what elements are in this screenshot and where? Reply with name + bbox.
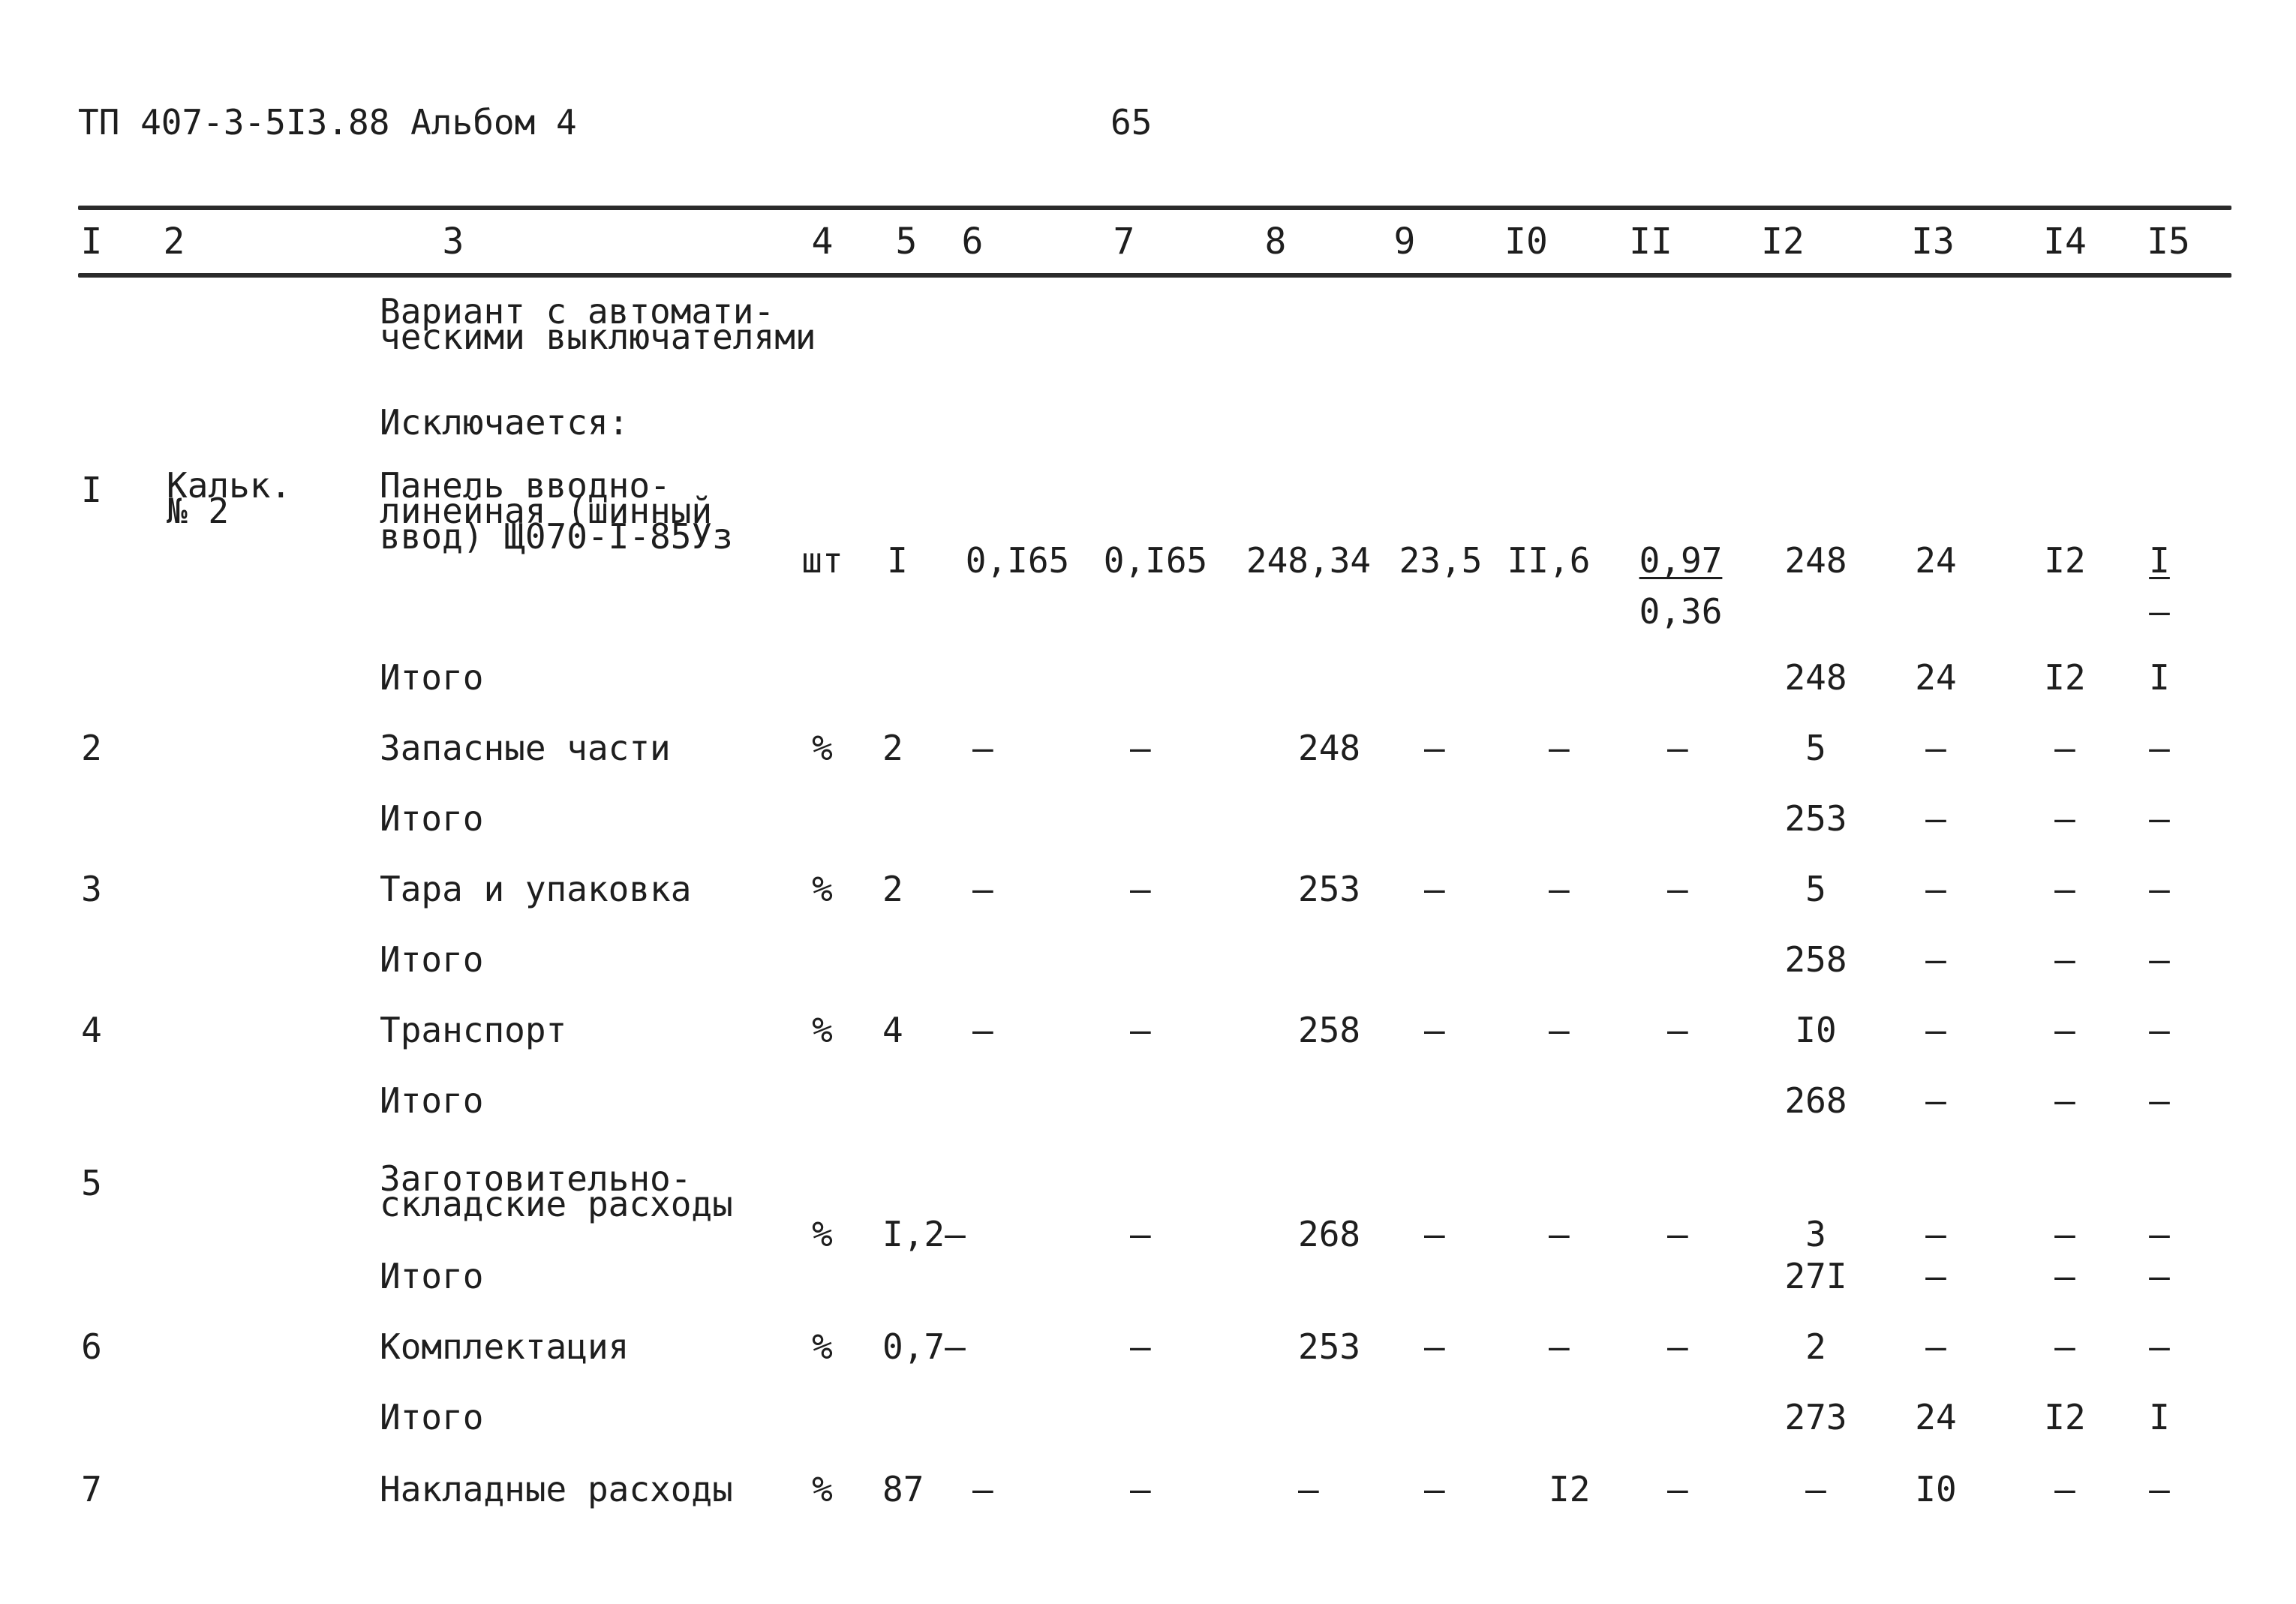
cell-col13: –: [1925, 1326, 1946, 1367]
cell-col9: 23,5: [1399, 540, 1483, 581]
cell-col7: –: [1130, 1010, 1151, 1050]
cell-col9: –: [1424, 1010, 1445, 1050]
cell-col12: 27I: [1784, 1256, 1847, 1296]
cell-col15: –: [2149, 1326, 2170, 1367]
item-name: Запасные части: [380, 728, 671, 768]
cell-col11: –: [1667, 1010, 1688, 1050]
row-number: 7: [81, 1469, 102, 1509]
cell-col10: –: [1549, 1326, 1570, 1367]
cell-col9: –: [1424, 728, 1445, 768]
cell-col6: –: [972, 1469, 993, 1509]
cell-col13: 24: [1915, 657, 1957, 698]
cell-col13: 24: [1915, 540, 1957, 581]
cell-col7: –: [1130, 1214, 1151, 1254]
cell-col8: 248,34: [1246, 540, 1372, 581]
cell-col10: –: [1549, 869, 1570, 909]
unit: %: [812, 728, 833, 768]
cell-col7: 0,I65: [1103, 540, 1208, 581]
cell-col8: 253: [1298, 869, 1361, 909]
cell-col11: –: [1667, 728, 1688, 768]
item-name: Заготовительно- складские расходы: [380, 1158, 733, 1224]
cell-col11: –: [1667, 1326, 1688, 1367]
header-cell: 4: [811, 221, 834, 263]
quantity: 87: [882, 1469, 924, 1509]
cell-col9: –: [1424, 1469, 1445, 1509]
cell-col13: I0: [1915, 1469, 1957, 1509]
cell-col15-bottom: –: [2149, 591, 2170, 632]
cell-col13: 24: [1915, 1397, 1957, 1437]
cell-col15: –: [2149, 728, 2170, 768]
header-cell: I2: [1761, 221, 1805, 263]
cell-col11-bottom: 0,36: [1639, 591, 1723, 632]
cell-col14: –: [2054, 939, 2075, 980]
quantity: I: [887, 540, 908, 581]
cell-col8: –: [1298, 1469, 1319, 1509]
cell-col11: –: [1667, 1469, 1688, 1509]
cell-col15: –: [2149, 939, 2170, 980]
section-title: Вариант с автомати- ческими выключателями: [380, 291, 816, 357]
quantity: 0,7–: [882, 1326, 966, 1367]
quantity: I,2–: [882, 1214, 966, 1254]
unit: %: [812, 1214, 833, 1254]
header-cell: I4: [2043, 221, 2087, 263]
cell-col15: –: [2149, 1080, 2170, 1121]
header-bottom-rule: [78, 273, 2231, 278]
cell-col14: I2: [2044, 540, 2086, 581]
header-cell: 9: [1393, 221, 1416, 263]
cell-col11: –: [1667, 869, 1688, 909]
header-top-rule: [78, 206, 2231, 210]
cell-col15: I: [2149, 657, 2170, 698]
header-cell: 5: [895, 221, 918, 263]
cell-col12: –: [1805, 1469, 1826, 1509]
cell-col8: 253: [1298, 1326, 1361, 1367]
header-cell: II: [1629, 221, 1672, 263]
cell-col12: 268: [1784, 1080, 1847, 1121]
header-cell: I3: [1911, 221, 1955, 263]
cell-col12: 273: [1784, 1397, 1847, 1437]
cell-col9: –: [1424, 1214, 1445, 1254]
row-number: 6: [81, 1326, 102, 1367]
cell-col13: –: [1925, 728, 1946, 768]
cell-col7: –: [1130, 1326, 1151, 1367]
row-number: 4: [81, 1010, 102, 1050]
page-number: 65: [1110, 102, 1153, 143]
cell-col7: –: [1130, 1469, 1151, 1509]
cell-col14: I2: [2044, 1397, 2086, 1437]
item-name: Тара и упаковка: [380, 869, 692, 909]
item-name: Итого: [380, 1256, 484, 1296]
cell-col15-top: I: [2149, 540, 2170, 581]
row-number: 2: [81, 728, 102, 768]
header-cell: I0: [1504, 221, 1548, 263]
cell-col14: –: [2054, 728, 2075, 768]
cell-col11: –: [1667, 1214, 1688, 1254]
header-cell: 7: [1113, 221, 1135, 263]
cell-col8: 258: [1298, 1010, 1361, 1050]
cell-col12: 3: [1805, 1214, 1826, 1254]
cell-col15: –: [2149, 869, 2170, 909]
cell-col13: –: [1925, 798, 1946, 839]
cell-col14: –: [2054, 1010, 2075, 1050]
cell-col14: –: [2054, 869, 2075, 909]
excluded-label: Исключается:: [380, 402, 630, 443]
cell-col10: –: [1549, 1010, 1570, 1050]
cell-col14: –: [2054, 1326, 2075, 1367]
cell-col10: –: [1549, 1214, 1570, 1254]
cell-col14: –: [2054, 1469, 2075, 1509]
cell-col8: 268: [1298, 1214, 1361, 1254]
cell-col15: I: [2149, 1397, 2170, 1437]
unit: %: [812, 1010, 833, 1050]
header-cell: I5: [2147, 221, 2190, 263]
item-name: Итого: [380, 1080, 484, 1121]
cell-col10: –: [1549, 728, 1570, 768]
unit: %: [812, 1326, 833, 1367]
item-name: Итого: [380, 939, 484, 980]
cell-col7: –: [1130, 728, 1151, 768]
cell-col14: –: [2054, 798, 2075, 839]
cell-col12: 253: [1784, 798, 1847, 839]
cell-col6: –: [972, 728, 993, 768]
quantity: 2: [882, 728, 903, 768]
cell-col15: –: [2149, 1469, 2170, 1509]
item-name: Итого: [380, 798, 484, 839]
cell-col12: 258: [1784, 939, 1847, 980]
cell-col13: –: [1925, 1256, 1946, 1296]
cell-col13: –: [1925, 869, 1946, 909]
unit: %: [812, 869, 833, 909]
cell-col14: –: [2054, 1080, 2075, 1121]
quantity: 2: [882, 869, 903, 909]
item-name: Панель вводно- линейная (шинный ввод) Щ070-I-85Уз: [380, 465, 733, 557]
cell-col6: 0,I65: [965, 540, 1070, 581]
cell-col14: –: [2054, 1214, 2075, 1254]
cell-col13: –: [1925, 1080, 1946, 1121]
row-number: I: [81, 470, 102, 510]
unit: шт: [801, 540, 843, 581]
cell-col12: 2: [1805, 1326, 1826, 1367]
cell-col11-top: 0,97: [1639, 540, 1723, 581]
header-cell: I: [80, 221, 103, 263]
row-number: 5: [81, 1163, 102, 1203]
cell-col12: I0: [1795, 1010, 1837, 1050]
item-name: Итого: [380, 657, 484, 698]
item-name: Транспорт: [380, 1010, 567, 1050]
document-code: ТП 407-3-5I3.88 Альбом 4: [78, 102, 577, 143]
cell-col15: –: [2149, 1214, 2170, 1254]
cell-col9: –: [1424, 1326, 1445, 1367]
header-cell: 3: [442, 221, 464, 263]
cell-col6: –: [972, 1010, 993, 1050]
item-name: Накладные расходы: [380, 1469, 733, 1509]
cell-col6: –: [972, 869, 993, 909]
cell-col15: –: [2149, 798, 2170, 839]
unit: %: [812, 1469, 833, 1509]
cell-col12: 5: [1805, 728, 1826, 768]
cell-col12: 248: [1784, 657, 1847, 698]
cell-col12: 248: [1784, 540, 1847, 581]
header-cell: 2: [163, 221, 185, 263]
cell-col15: –: [2149, 1010, 2170, 1050]
cell-col14: –: [2054, 1256, 2075, 1296]
cell-col12: 5: [1805, 869, 1826, 909]
cell-col13: –: [1925, 1010, 1946, 1050]
item-name: Итого: [380, 1397, 484, 1437]
calculation-ref: Кальк. № 2: [167, 465, 292, 531]
row-number: 3: [81, 869, 102, 909]
cell-col9: –: [1424, 869, 1445, 909]
cell-col15: –: [2149, 1256, 2170, 1296]
cell-col7: –: [1130, 869, 1151, 909]
cell-col13: –: [1925, 939, 1946, 980]
header-cell: 8: [1264, 221, 1287, 263]
quantity: 4: [882, 1010, 903, 1050]
cell-col13: –: [1925, 1214, 1946, 1254]
cell-col14: I2: [2044, 657, 2086, 698]
cell-col8: 248: [1298, 728, 1361, 768]
header-cell: 6: [961, 221, 984, 263]
cell-col10: I2: [1549, 1469, 1591, 1509]
item-name: Комплектация: [380, 1326, 630, 1367]
cell-col10: II,6: [1507, 540, 1591, 581]
